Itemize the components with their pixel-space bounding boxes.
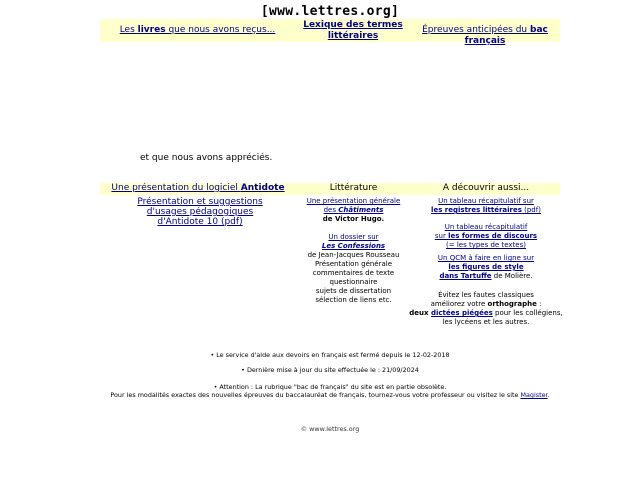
antidote-header-link[interactable]: Une présentation du logiciel Antidote [111, 183, 285, 193]
livres-link[interactable]: Les livres que nous avons reçus... [119, 25, 276, 35]
site-title: [www.lettres.org] [260, 4, 400, 19]
antidote-pdf-link[interactable]: Présentation et suggestions d'usages pédagogiques d'Antidote 10 (pdf) [137, 197, 263, 227]
confessions-item: commentaires de texte [312, 269, 395, 277]
copyright: © www.lettres.org [300, 425, 360, 433]
notice-aide: • Le service d'aide aux devoirs en français est fermé depuis le 12-02-2018 [210, 351, 450, 359]
magister-link[interactable]: Magister [520, 391, 548, 399]
chatiments-link[interactable]: Une présentation générale des Châtiments [306, 197, 401, 214]
confessions-item: sujets de dissertation [315, 287, 392, 295]
notice-attention: • Attention : La rubrique "bac de français" du site est en partie obsolète. [213, 383, 447, 391]
notice-maj: • Dernière mise à jour du site effectuée le : 21/09/2024 [241, 366, 419, 374]
registres-block[interactable]: Un tableau récapitulatif sur les registres littéraires (pdf) [431, 197, 541, 214]
chatiments-block: Une présentation générale des Châtiments de Victor Hugo. [296, 197, 411, 224]
lexique-link[interactable]: Lexique des termes littéraires [303, 20, 403, 41]
dictees-link[interactable]: dictées piégées [430, 309, 493, 317]
qcm-block[interactable]: Un QCM à faire en ligne sur les figures de style dans Tartuffe de Molière. [437, 254, 535, 280]
confessions-block: Un dossier sur Les Confessions de Jean-Jacques Rousseau Présentation générale commentaires de texte questionnaire sujets de dissertation sélection de liens etc. [296, 233, 411, 305]
litterature-header: Littérature [329, 183, 378, 193]
notice-modalites: Pour les modalités exactes des nouvelles épreuves du baccalauréat de français, tournez-vous votre professeur ou visitez le site Magister. [110, 391, 550, 399]
epreuves-link[interactable]: Épreuves anticipées du bac français [422, 25, 548, 46]
appreciated-text: et que nous avons appréciés. [140, 153, 273, 163]
discours-block[interactable]: Un tableau récapitulatif sur les formes de discours (= les types de textes) [434, 223, 538, 249]
confessions-item: questionnaire [329, 278, 378, 286]
confessions-link[interactable]: Un dossier sur Les Confessions [321, 233, 386, 250]
decouvrir-header: A découvrir aussi... [442, 183, 530, 193]
dictees-block: Évitez les fautes classiques améliorez votre orthographe : deux dictées piégées pour les collégiens, les lycéens et les autres. [409, 291, 563, 326]
confessions-item: sélection de liens etc. [315, 296, 392, 304]
confessions-item: Présentation générale [314, 260, 393, 268]
